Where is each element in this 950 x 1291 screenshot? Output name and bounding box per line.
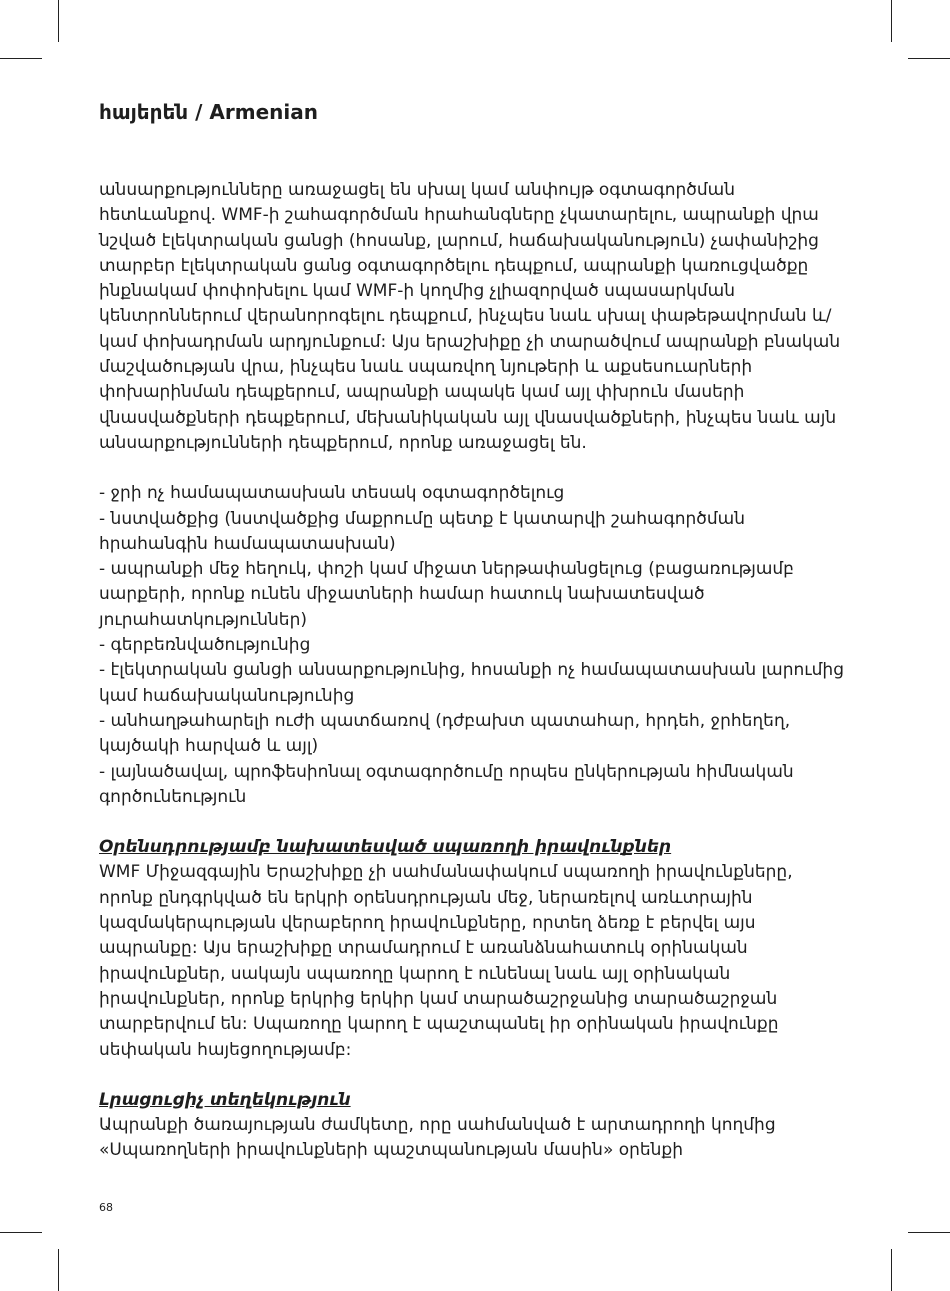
intro-paragraph: անսարքությունները առաջացել են սխալ կամ անփույթ օգտագործման հետևանքով. WMF-ի շահագործման հրահանգները չկատարելու, ապրանքի վրա նշված էլեկտրական ցանցի (հոսանք, լարում, հաճախականություն) չափանիշից տարբեր էլեկտրական ցանց օգտագործելու դեպքում, ապրանքի կառուցվածքը ինքնակամ փոփոխելու կամ WMF-ի կողմից չլիազորված սպասարկման կենտրոններում վերանորոգելու դեպքում, ինչպես նաև սխալ փաթեթավորման և/կամ փոխադրման արդյունքում: Այս երաշխիքը չի տարածվում ապրանքի բնական մաշվածության վրա, ինչպես նաև սպառվող նյութերի և աքսեսուարների փոխարինման դեպքերում, ապրանքի ապակե կամ այլ փխրուն մասերի վնասվածքների դեպքերում, մեխանիկական այլ վնասվածքների, ինչպես նաև այն անսարքությունների դեպքերում, որոնք առաջացել են. — [99, 180, 841, 453]
crop-mark-top-right-horizontal — [908, 58, 950, 59]
crop-mark-bottom-right-horizontal — [908, 1232, 950, 1233]
header-lang: հայերեն — [99, 100, 189, 124]
header-english: Armenian — [209, 100, 318, 124]
crop-mark-top-left-vertical — [58, 0, 59, 42]
list-item: - գերբեռնվածությունից — [99, 635, 311, 656]
crop-mark-top-left-horizontal — [0, 58, 42, 59]
page-header — [99, 100, 318, 124]
main-content — [99, 178, 849, 1164]
crop-mark-top-right-vertical — [891, 0, 892, 42]
list-item: - ապրանքի մեջ հեղուկ, փոշի կամ միջատ ներթափանցելուց (բացառությամբ սարքերի, որոնք ունեն միջատների համար հատուկ նախատեսված յուրահատկություններ) — [99, 559, 794, 630]
list-item: - անհաղթահարելի ուժի պատճառով (դժբախտ պատահար, հրդեհ, ջրհեղեղ, կայծակի հարված և այլ) — [99, 710, 791, 757]
exclusions-list — [99, 481, 849, 810]
additional-info-paragraph: Ապրանքի ծառայության ժամկետը, որը սահմանված է արտադրողի կողմից «Սպառողների իրավունքների պաշտպանության մասին» օրենքի — [99, 1115, 776, 1161]
list-item: - էլեկտրական ցանցի անսարքությունից, հոսանքի ոչ համապատասխան լարումից կամ հաճախականությունից — [99, 660, 844, 706]
consumer-rights-paragraph: WMF Միջազգային Երաշխիքը չի սահմանափակում սպառողի իրավունքները, որոնք ընդգրկված են երկրի օրենսդրության մեջ, ներառելով առևտրային կազմակերպության վերաբերող իրավունքները, որտեղ ձեռք է բերվել այս ապրանքը: Այս երաշխիքը տրամադրում է առանձնահատուկ օրինական իրավունքներ, սակայն սպառողը կարող է ունենալ նաև այլ օրինական իրավունքներ, որոնք երկրից երկիր կամ տարածաշրջանից տարածաշրջան տարբերվում են: Սպառողը կարող է պաշտպանել իր օրինական իրավունքը սեփական հայեցողությամբ: — [99, 862, 793, 1060]
crop-mark-bottom-right-vertical — [891, 1249, 892, 1291]
header-separator: / — [188, 100, 210, 124]
list-item: - լայնածավալ, պրոֆեսիոնալ օգտագործումը որպես ընկերության հիմնական գործունեություն — [99, 761, 794, 807]
page-number: 68 — [99, 1201, 113, 1214]
section-heading-consumer-rights: Օրենսդրությամբ նախատեսված սպառողի իրավունքներ — [99, 837, 672, 858]
crop-mark-bottom-left-horizontal — [0, 1232, 42, 1233]
section-heading-additional-info: Լրացուցիչ տեղեկություն — [99, 1089, 351, 1110]
list-item: - նստվածքից (նստվածքից մաքրումը պետք է կատարվի շահագործման հրահանգին համապատասխան) — [99, 508, 745, 554]
list-item: - ջրի ոչ համապատասխան տեսակ օգտագործելուց — [99, 483, 565, 504]
crop-mark-bottom-left-vertical — [58, 1249, 59, 1291]
